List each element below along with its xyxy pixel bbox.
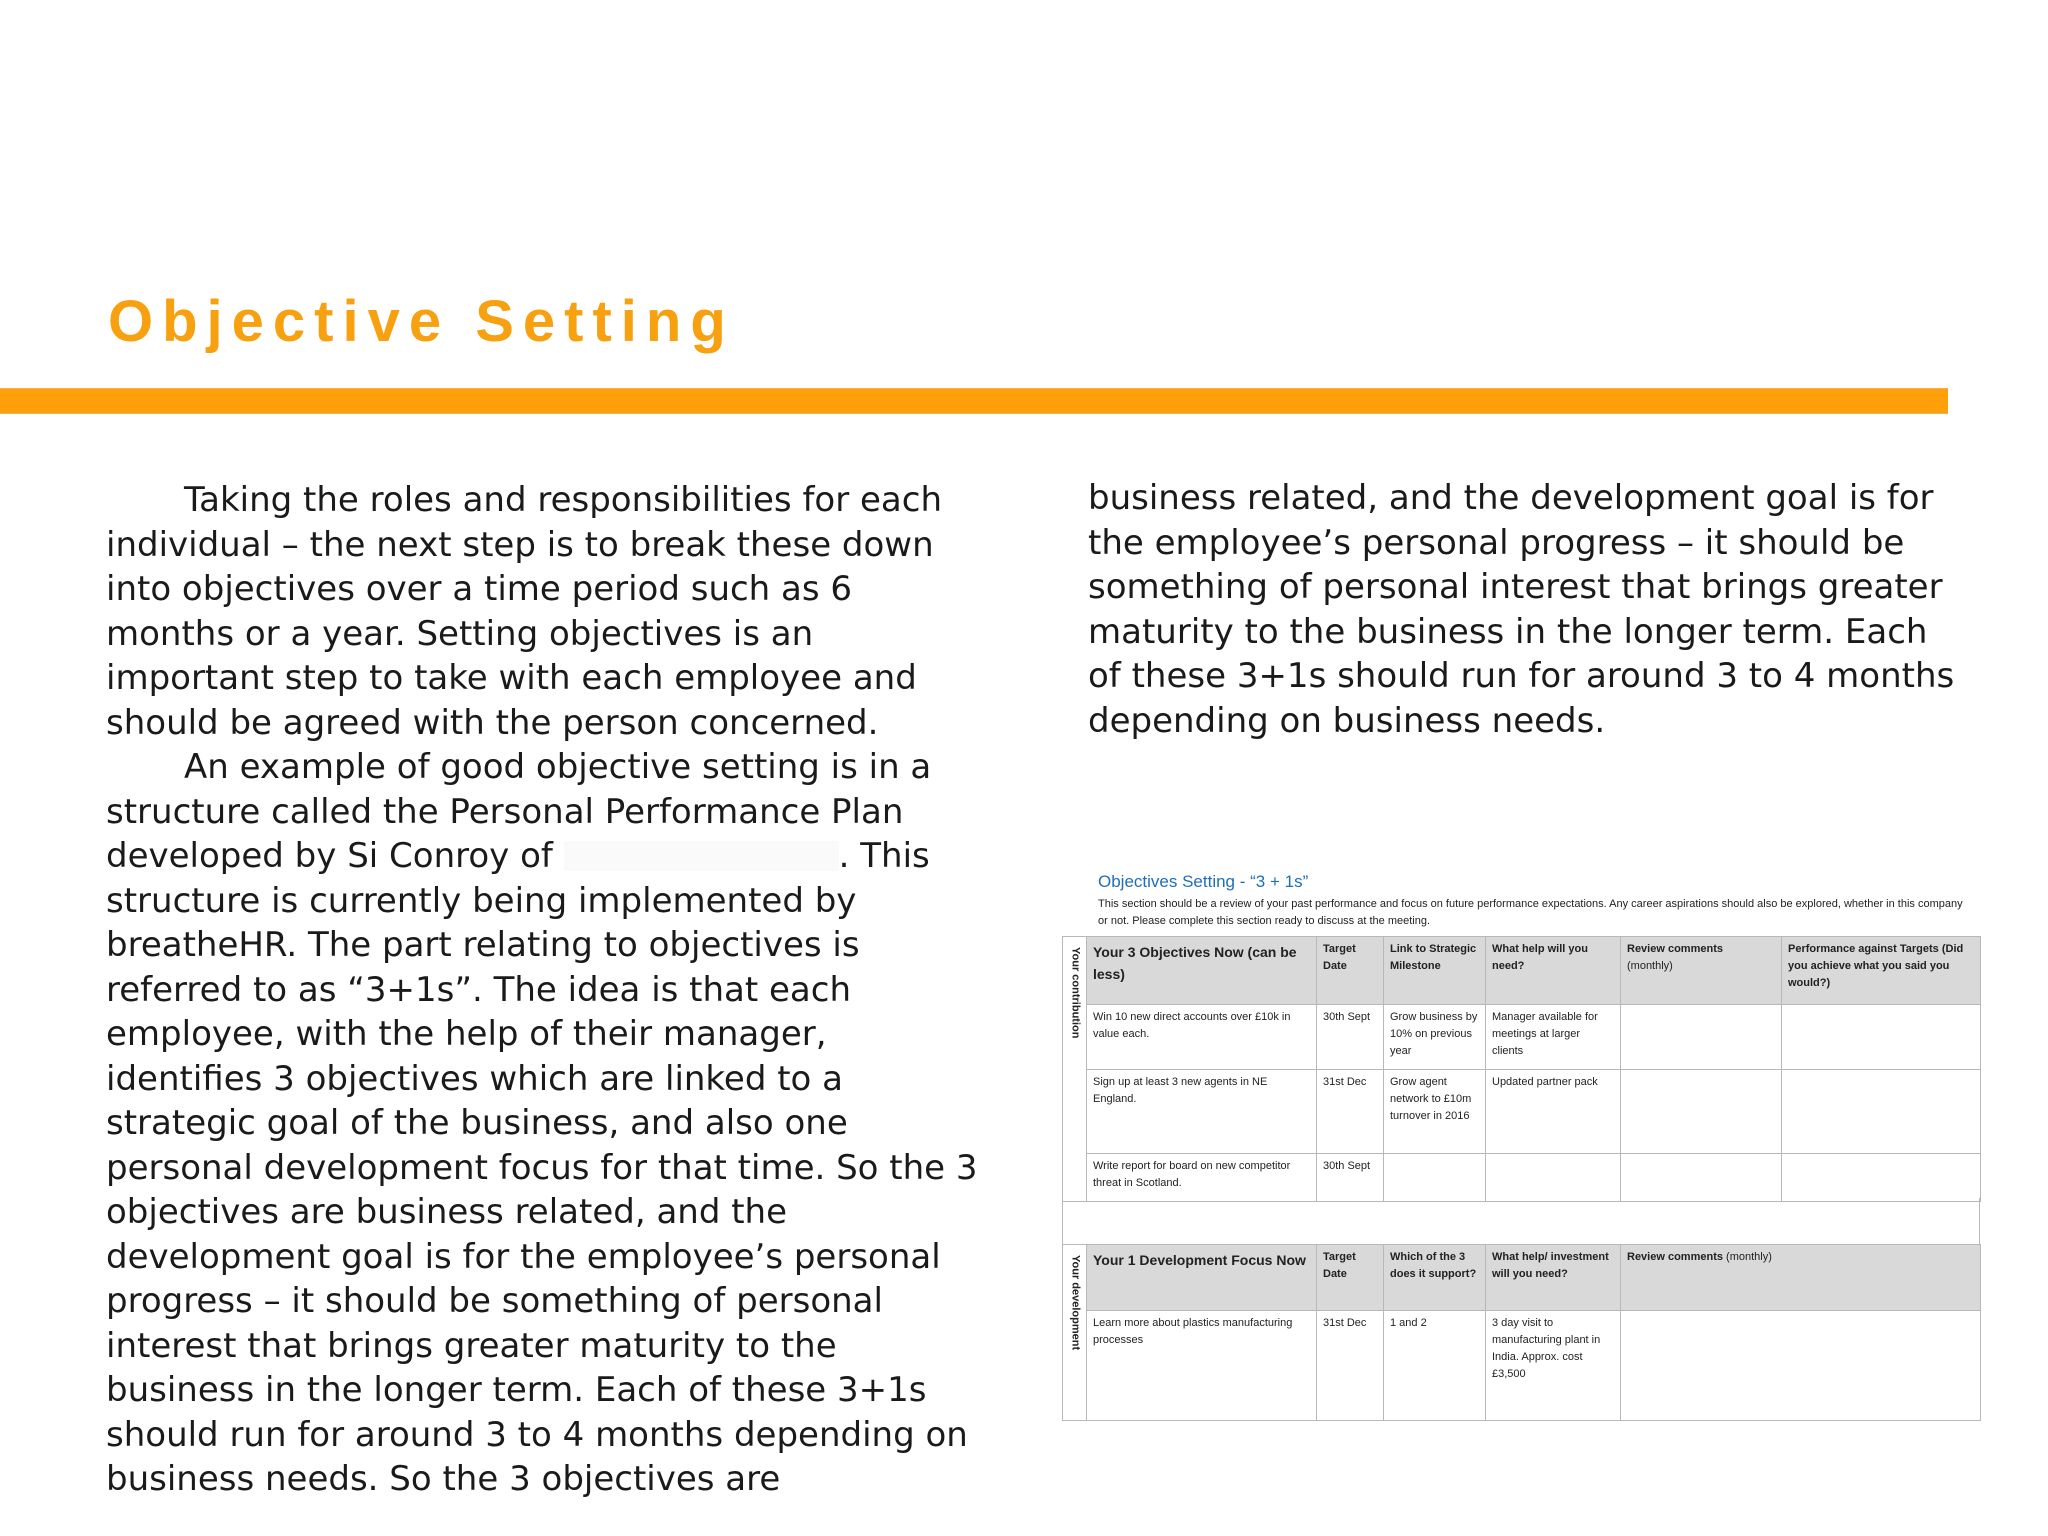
table-row: Write report for board on new competitor threat in Scotland. 30th Sept [1063, 1154, 1981, 1202]
header-help-needed: What help will you need? [1486, 937, 1621, 1005]
paragraph-2-end: . This structure is currently being implemented by breatheHR. The part relating to objectives is referred to as “3+1s”. The idea is that each employee, with the help of their manager, identifies 3 objectives which are linked to a strategic goal of the business, and also one personal development focus for that time. So the 3 objectives are business related, and the development goal is for the employee’s personal progress – it should be something of personal interest that brings greater maturity to the business in the longer term. Each of these 3+1s should run for around 3 to 4 months depending on business needs. So the 3 objectives are [106, 836, 978, 1499]
table-spacer [1062, 1198, 1980, 1244]
page-title: Objective Setting [108, 289, 735, 354]
table-row: Sign up at least 3 new agents in NE England. 31st Dec Grow agent network to £10m turnover in 2016 Updated partner pack [1063, 1070, 1981, 1154]
contribution-side-label: Your contribution [1063, 937, 1087, 1202]
header-development-focus: Your 1 Development Focus Now [1087, 1245, 1317, 1311]
header-performance: Performance against Targets (Did you achieve what you said you would?) [1782, 937, 1981, 1005]
header-help-investment: What help/ investment will you need? [1486, 1245, 1621, 1311]
header-objectives: Your 3 Objectives Now (can be less) [1087, 937, 1317, 1005]
table-row: Learn more about plastics manufacturing processes 31st Dec 1 and 2 3 day visit to manufacturing plant in India. Approx. cost £3,500 [1063, 1311, 1981, 1421]
development-table [1062, 1244, 1981, 1421]
right-text-column [1088, 476, 1968, 743]
header-strategic-link: Link to Strategic Milestone [1384, 937, 1486, 1005]
left-text-column [106, 478, 986, 1502]
header-target-date: Target Date [1317, 937, 1384, 1005]
form-title: Objectives Setting - “3 + 1s” [1098, 872, 1309, 891]
redacted-text [564, 841, 839, 871]
header-supports: Which of the 3 does it support? [1384, 1245, 1486, 1311]
paragraph-continued: business related, and the development goal is for the employee’s personal progress – it should be something of personal interest that brings greater maturity to the business in the longer term. Each of these 3+1s should run for around 3 to 4 months depending on business needs. [1088, 478, 1955, 741]
table-row: Win 10 new direct accounts over £10k in value each. 30th Sept Grow business by 10% on previous year Manager available for meetings at larger clients [1063, 1005, 1981, 1070]
header-review-comments: Review comments (monthly) [1621, 937, 1782, 1005]
title-underline-bar [0, 388, 1948, 414]
objectives-form-screenshot [1062, 864, 1980, 1424]
paragraph-2-start: An example of good objective setting is in a structure called the Personal Performance Plan developed by Si Conroy of [106, 747, 932, 876]
form-description: This section should be a review of your past performance and focus on future performance expectations. Any career aspirations should also be explored, whether in this company or not. Please complete this section ready to discuss at the meeting. [1098, 898, 1963, 927]
development-header-row [1063, 1245, 1981, 1311]
development-side-label: Your development [1063, 1245, 1087, 1421]
contribution-table [1062, 936, 1981, 1202]
paragraph-2 [106, 745, 986, 1502]
paragraph-1: Taking the roles and responsibilities for each individual – the next step is to break these down into objectives over a time period such as 6 months or a year. Setting objectives is an important step to take with each employee and should be agreed with the person concerned. [106, 480, 942, 743]
header-target-date: Target Date [1317, 1245, 1384, 1311]
header-review-comments: Review comments (monthly) [1621, 1245, 1981, 1311]
contribution-header-row [1063, 937, 1981, 1005]
